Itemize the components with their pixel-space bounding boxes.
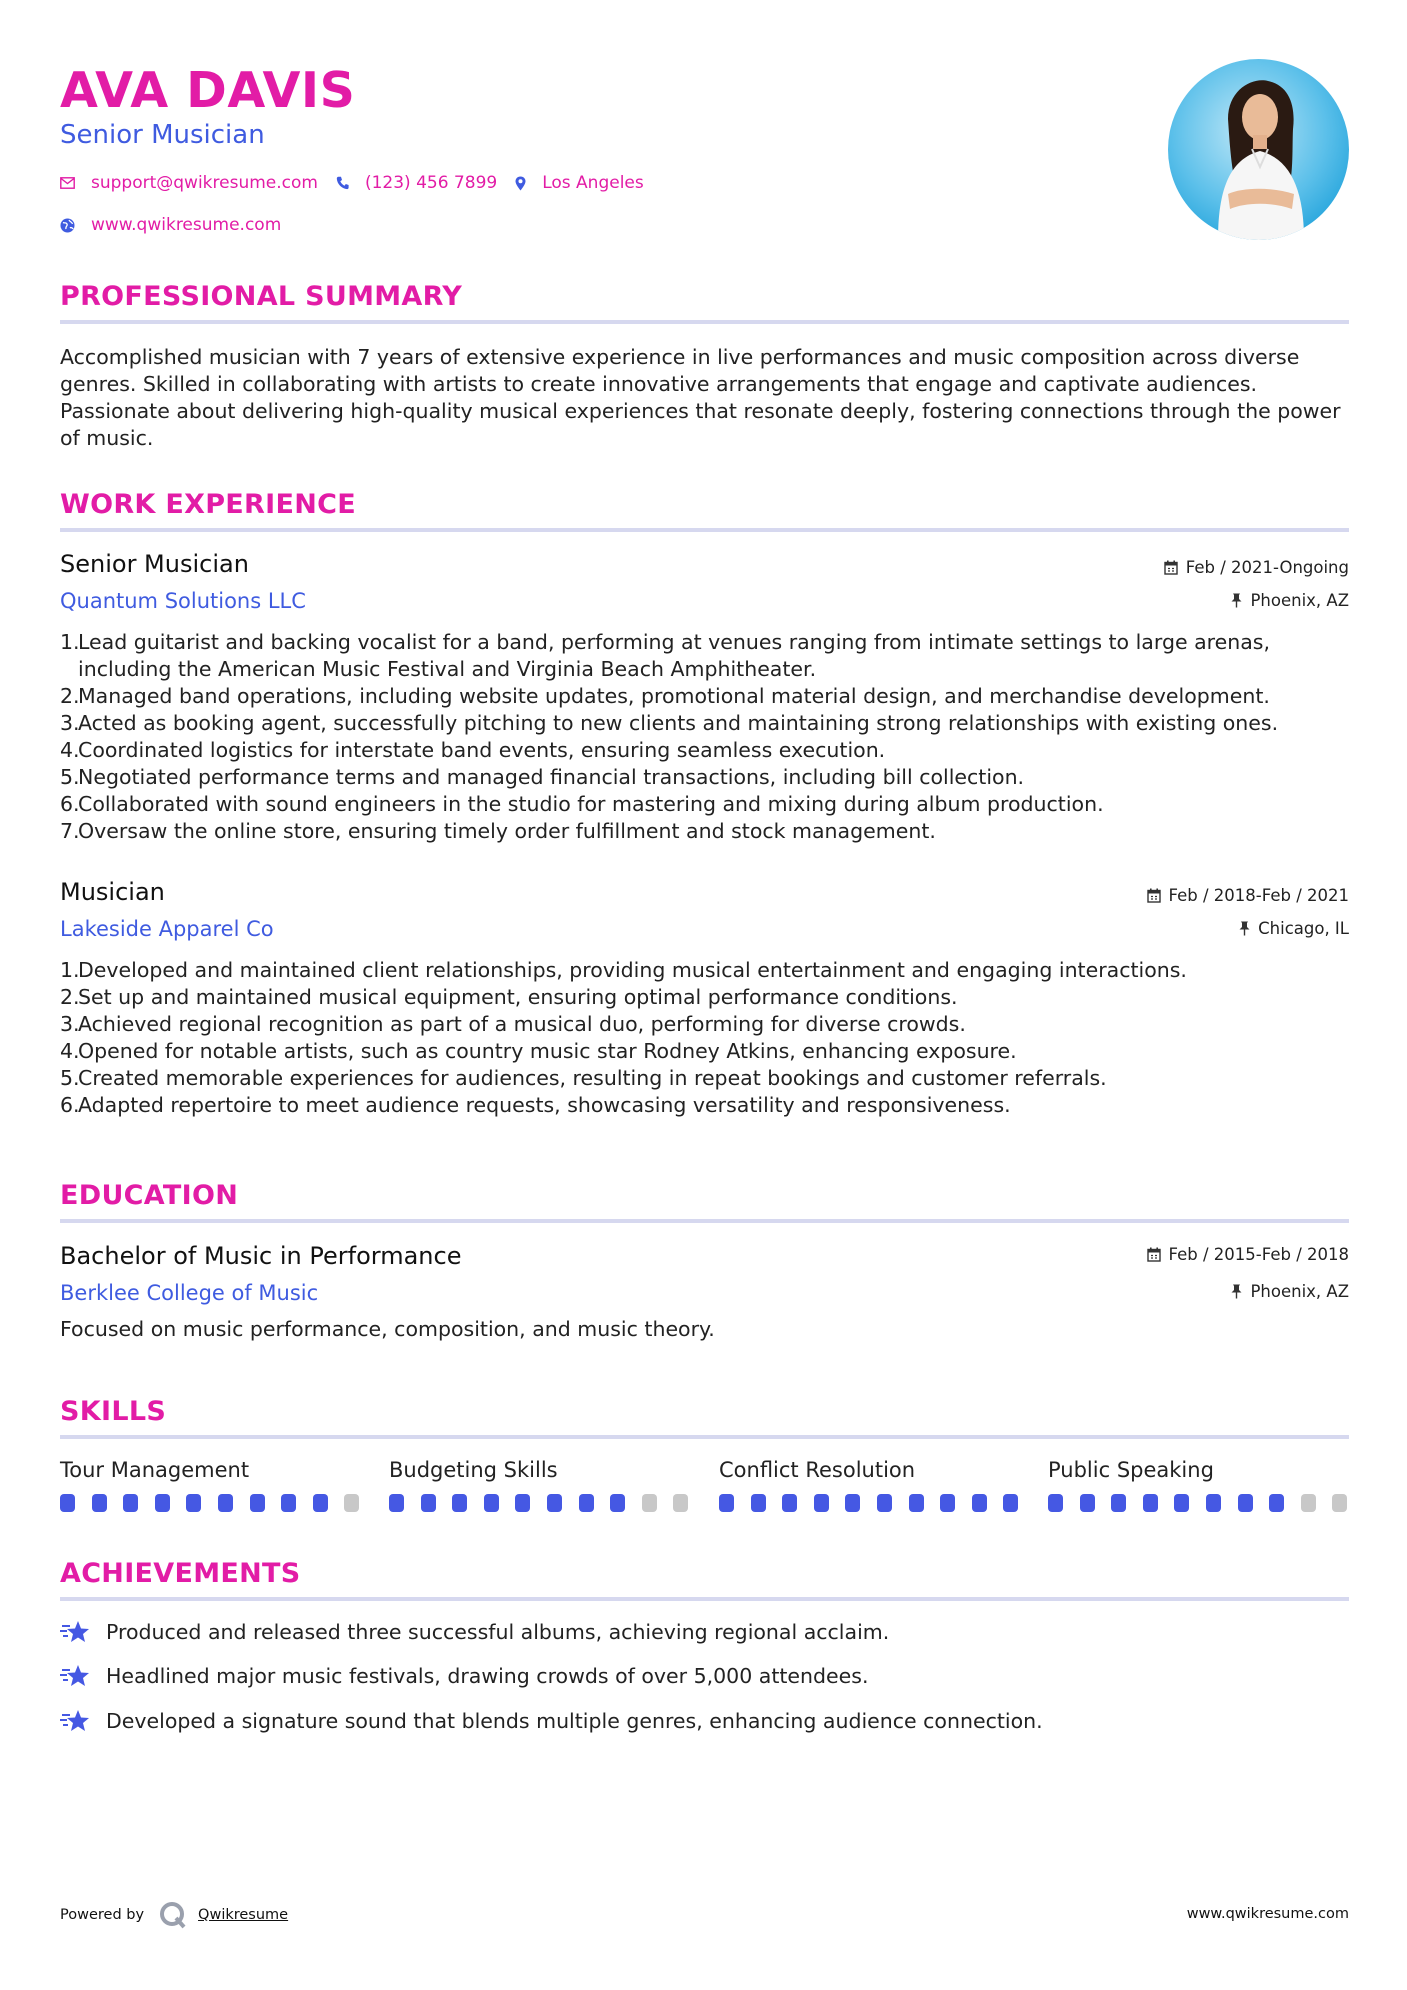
candidate-name: AVA DAVIS: [60, 62, 356, 119]
skill-dot-filled: [281, 1494, 296, 1512]
calendar-icon: [1164, 560, 1178, 575]
email-item[interactable]: [60, 173, 318, 193]
pushpin-icon: [1231, 1284, 1242, 1299]
company-name: Quantum Solutions LLC: [60, 589, 306, 613]
map-pin-icon: [515, 176, 526, 191]
skill-dot-filled: [751, 1494, 766, 1512]
skill-dot-filled: [1048, 1494, 1063, 1512]
list-item: 4. Opened for notable artists, such as country music star Rodney Atkins, enhancing exposure.: [60, 1039, 1017, 1063]
list-item: 3. Acted as booking agent, successfully pitching to new clients and maintaining strong relationships with existing ones.: [60, 711, 1279, 735]
skill-dot-filled: [1206, 1494, 1221, 1512]
skill-dot-filled: [421, 1494, 436, 1512]
skill-dot-filled: [313, 1494, 328, 1512]
skill-dot-filled: [940, 1494, 955, 1512]
achievement-item: Developed a signature sound that blends multiple genres, enhancing audience connection.: [60, 1709, 1043, 1733]
skill-dot-empty: [673, 1494, 688, 1512]
skills-heading: SKILLS: [60, 1396, 167, 1427]
skill-dot-filled: [1143, 1494, 1158, 1512]
candidate-title: Senior Musician: [60, 120, 265, 150]
skill-dot-filled: [218, 1494, 233, 1512]
skill-dot-empty: [344, 1494, 359, 1512]
list-item: 4. Coordinated logistics for interstate band events, ensuring seamless execution.: [60, 738, 886, 762]
list-item: 5. Created memorable experiences for audiences, resulting in repeat bookings and customer referrals.: [60, 1066, 1107, 1090]
skill-item: [389, 1458, 689, 1482]
summary-text: Accomplished musician with 7 years of extensive experience in live performances and music composition across diverse genres. Skilled in collaborating with artists to create innovative arrangements that engage and captivate audiences. Passionate about delivering high-quality musical experiences that resonate deeply, fostering connections through the power of music.: [60, 345, 1341, 450]
skills-divider: [60, 1435, 1349, 1439]
skill-dot-filled: [389, 1494, 404, 1512]
skill-dot-filled: [782, 1494, 797, 1512]
skill-dot-filled: [250, 1494, 265, 1512]
qwikresume-logo-icon: [158, 1900, 188, 1930]
education-dates: Feb / 2015-Feb / 2018: [1147, 1245, 1349, 1264]
skill-name: Conflict Resolution: [719, 1458, 916, 1482]
skill-dot-filled: [1111, 1494, 1126, 1512]
achievement-item: Headlined major music festivals, drawing crowds of over 5,000 attendees.: [60, 1664, 868, 1688]
skill-rating: [389, 1494, 705, 1512]
skill-rating: [1048, 1494, 1364, 1512]
skill-dot-filled: [60, 1494, 75, 1512]
job-location: Chicago, IL: [1239, 919, 1349, 938]
pushpin-icon: [1239, 921, 1250, 936]
skill-dot-filled: [719, 1494, 734, 1512]
website-item[interactable]: [60, 215, 281, 235]
skill-dot-filled: [123, 1494, 138, 1512]
list-item: 7. Oversaw the online store, ensuring timely order fulfillment and stock management.: [60, 819, 936, 843]
degree-title: Bachelor of Music in Performance: [60, 1242, 462, 1270]
skill-item: [1048, 1458, 1348, 1482]
skill-dot-filled: [1269, 1494, 1284, 1512]
skill-dot-filled: [515, 1494, 530, 1512]
skill-dot-filled: [452, 1494, 467, 1512]
skill-dot-filled: [1003, 1494, 1018, 1512]
skill-name: Tour Management: [60, 1458, 250, 1482]
skill-dot-filled: [972, 1494, 987, 1512]
skill-dot-empty: [1301, 1494, 1316, 1512]
job-dates: Feb / 2018-Feb / 2021: [1147, 886, 1349, 905]
skill-dot-filled: [92, 1494, 107, 1512]
profile-photo: [1168, 59, 1349, 240]
list-item: 6. Adapted repertoire to meet audience requests, showcasing versatility and responsiveness.: [60, 1093, 1011, 1117]
job-dates: Feb / 2021-Ongoing: [1164, 558, 1349, 577]
list-item: 1. Developed and maintained client relationships, providing musical entertainment and engaging interactions.: [60, 958, 1187, 982]
footer-website[interactable]: www.qwikresume.com: [1186, 1906, 1349, 1922]
website-text: www.qwikresume.com: [91, 215, 282, 235]
summary-heading: PROFESSIONAL SUMMARY: [60, 281, 463, 312]
list-item: 2. Set up and maintained musical equipment, ensuring optimal performance conditions.: [60, 985, 958, 1009]
star-icon: [60, 1620, 92, 1644]
education-divider: [60, 1219, 1349, 1223]
job-location: Phoenix, AZ: [1231, 591, 1349, 610]
job-title: Senior Musician: [60, 550, 249, 578]
skill-dot-filled: [155, 1494, 170, 1512]
phone-icon: [336, 176, 349, 190]
skill-dot-filled: [484, 1494, 499, 1512]
skill-item: [719, 1458, 1019, 1482]
location-item: [515, 173, 644, 193]
skill-name: Public Speaking: [1048, 1458, 1214, 1482]
location-text: Los Angeles: [542, 173, 644, 193]
skill-rating: [719, 1494, 1035, 1512]
company-name: Lakeside Apparel Co: [60, 917, 274, 941]
education-location: Phoenix, AZ: [1231, 1282, 1349, 1301]
achievement-item: Produced and released three successful albums, achieving regional acclaim.: [60, 1620, 889, 1644]
summary-divider: [60, 320, 1349, 324]
education-description: Focused on music performance, composition, and music theory.: [60, 1317, 715, 1341]
skill-dot-filled: [845, 1494, 860, 1512]
envelope-icon: [60, 177, 75, 189]
school-name: Berklee College of Music: [60, 1281, 319, 1305]
education-heading: EDUCATION: [60, 1180, 239, 1211]
calendar-icon: [1147, 888, 1161, 903]
list-item: 3. Achieved regional recognition as part of a musical duo, performing for diverse crowds.: [60, 1012, 966, 1036]
experience-divider: [60, 528, 1349, 532]
contact-row: [60, 173, 662, 193]
phone-text: (123) 456 7899: [364, 173, 498, 193]
star-icon: [60, 1709, 92, 1733]
globe-icon: [60, 218, 75, 233]
list-item: 5. Negotiated performance terms and managed financial transactions, including bill collection.: [60, 765, 1025, 789]
skill-dot-filled: [1080, 1494, 1095, 1512]
job-bullets: [60, 629, 1350, 845]
skill-name: Budgeting Skills: [389, 1458, 558, 1482]
skill-rating: [60, 1494, 376, 1512]
achievements-divider: [60, 1597, 1349, 1601]
skill-dot-filled: [814, 1494, 829, 1512]
phone-item[interactable]: [336, 173, 497, 193]
pushpin-icon: [1231, 593, 1242, 608]
list-item: 1. Lead guitarist and backing vocalist for a band, performing at venues ranging from intimate settings to large arenas, including the American Music Festival and Virginia Beach Amphitheater.: [60, 630, 1270, 681]
skill-dot-filled: [1238, 1494, 1253, 1512]
website-row: [60, 215, 299, 235]
list-item: 2. Managed band operations, including website updates, promotional material design, and merchandise development.: [60, 684, 1270, 708]
skill-dot-filled: [579, 1494, 594, 1512]
star-icon: [60, 1664, 92, 1688]
skill-dot-filled: [186, 1494, 201, 1512]
skill-dot-filled: [547, 1494, 562, 1512]
skill-dot-filled: [610, 1494, 625, 1512]
email-text: support@qwikresume.com: [91, 173, 318, 193]
skill-dot-filled: [877, 1494, 892, 1512]
calendar-icon: [1147, 1247, 1161, 1262]
skill-dot-filled: [909, 1494, 924, 1512]
skill-item: [60, 1458, 360, 1482]
job-title: Musician: [60, 878, 165, 906]
skill-dot-empty: [642, 1494, 657, 1512]
job-bullets: [60, 957, 1350, 1119]
skill-dot-empty: [1332, 1494, 1347, 1512]
experience-heading: WORK EXPERIENCE: [60, 489, 356, 520]
achievements-heading: ACHIEVEMENTS: [60, 1558, 301, 1589]
brand-link[interactable]: Qwikresume: [198, 1907, 289, 1923]
footer-powered-by: Powered by Qwikresume: [60, 1900, 288, 1930]
list-item: 6. Collaborated with sound engineers in the studio for mastering and mixing during album production.: [60, 792, 1104, 816]
skill-dot-filled: [1174, 1494, 1189, 1512]
